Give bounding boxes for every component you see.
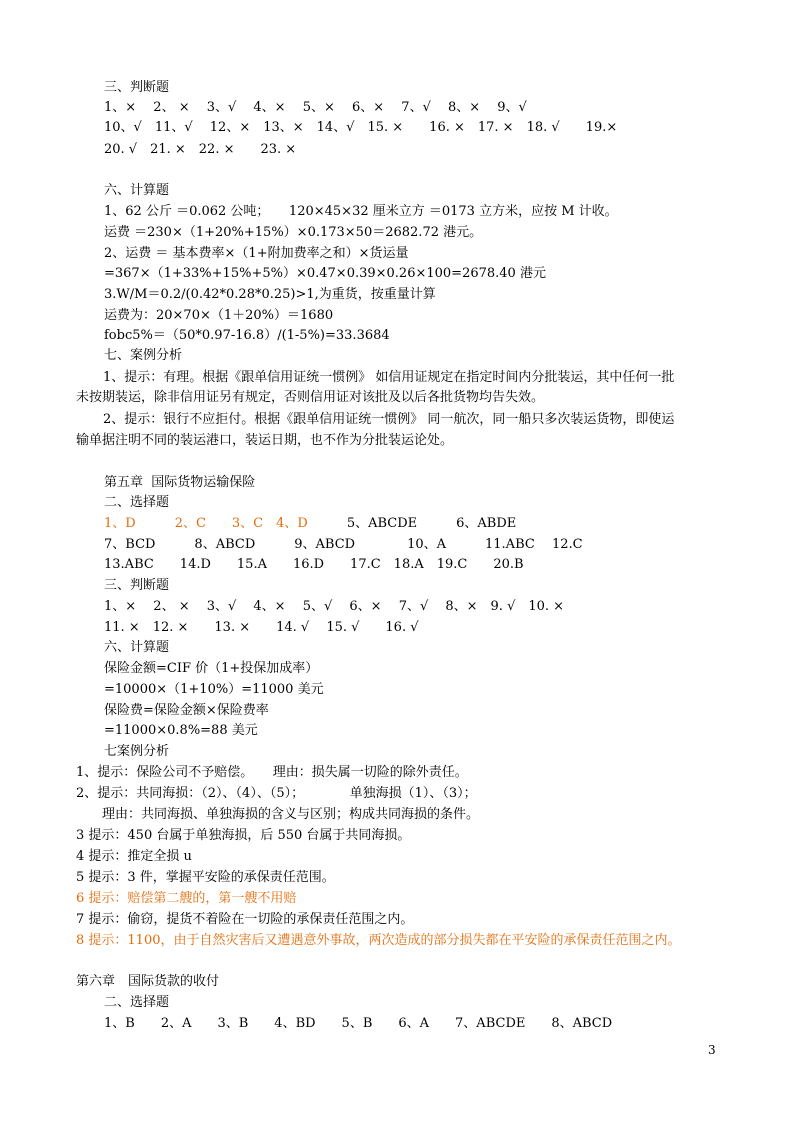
chapter6-choice-line: 1、B 2、A 3、B 4、BD 5、B 6、A 7、ABCDE 8、ABCD [104,1016,613,1031]
chapter5-choice-heading: 二、选择题 [104,495,170,510]
calc-line-5: 3.W/M＝0.2/(0.42*0.28*0.25)>1,为重货，按重量计算 [104,287,436,302]
normal-answers: 5、ABCDE 6、ABDE [320,516,517,531]
chapter5-case-line-5: 4 提示：推定全损 u [76,849,192,864]
calc-heading: 六、计算题 [104,183,170,198]
chapter5-case-heading: 七案例分析 [104,744,170,759]
case-line-4: 输单据注明不同的装运港口，装运日期，也不作为分批装运论处。 [76,433,454,448]
chapter6-choice-heading: 二、选择题 [104,995,170,1010]
chapter5-case-line-7: 6 提示：赔偿第二艘的，第一艘不用赔 [76,891,297,906]
judge-answers-line-3: 20. √ 21. × 22. × 23. × [104,142,297,157]
chapter5-choice-line-1 [104,516,516,532]
judge-answers-line-2: 10、√ 11、√ 12、× 13、× 14、√ 15. × 16. × 17. × 18. √ 19.× [104,120,618,135]
chapter5-title: 第五章 国际货物运输保险 [104,475,256,490]
chapter5-choice-line-2: 7、BCD 8、ABCD 9、ABCD 10、A 11.ABC 12.C [104,537,583,552]
chapter5-choice-line-3: 13.ABC 14.D 15.A 16.D 17.C 18.A 19.C 20.B [104,557,524,572]
chapter5-calc-line-3: 保险费=保险金额×保险费率 [104,703,269,718]
chapter5-judge-heading: 三、判断题 [104,578,170,593]
chapter5-case-line-9: 8 提示：1100，由于自然灾害后又遭遇意外事故，两次造成的部分损失都在平安险的承保责任范围之内。 [76,933,681,948]
chapter5-case-line-4: 3 提示：450 台属于单独海损，后 550 台属于共同海损。 [76,828,411,843]
calc-line-6: 运费为：20×70×（1＋20%）＝1680 [104,308,334,323]
calc-line-7: fobc5%＝（50*0.97-16.8）/(1-5%)=33.3684 [104,328,390,343]
chapter5-case-line-6: 5 提示：3 件，掌握平安险的承保责任范围。 [76,870,335,885]
chapter5-calc-line-1: 保险金额=CIF 价（1+投保加成率） [104,661,319,676]
highlighted-answers: 1、D 2、C 3、C 4、D [104,516,321,531]
chapter5-judge-line-1: 1、× 2、 × 3、√ 4、× 5、√ 6、× 7、√ 8、× 9. √ 10. × [104,599,565,614]
page-number: 3 [708,1043,716,1057]
calc-line-2: 运费 ＝230×（1+20%+15%）×0.173×50＝2682.72 港元。 [104,225,483,240]
calc-line-3: 2、运费 ＝ 基本费率×（1+附加费率之和）×货运量 [104,246,409,261]
chapter5-calc-line-4: =11000×0.8%=88 美元 [104,723,258,738]
calc-line-4: =367×（1+33%+15%+5%）×0.47×0.39×0.26×100=2678.40 港元 [104,266,546,281]
case-heading: 七、案例分析 [104,348,183,363]
judge-heading: 三、判断题 [104,80,170,95]
chapter5-calc-line-2: =10000×（1+10%）=11000 美元 [104,682,324,697]
case-line-3: 2、提示：银行不应拒付。根据《跟单信用证统一惯例》 同一航次，同一船只多次装运货物，即使运 [90,412,675,427]
chapter5-case-line-1: 1、提示：保险公司不予赔偿。 理由：损失属一切险的除外责任。 [76,765,468,780]
case-line-1: 1、提示：有理。根据《跟单信用证统一惯例》 如信用证规定在指定时间内分批装运，其中任何一批 [90,370,675,385]
chapter6-title: 第六章 国际货款的收付 [76,974,220,989]
chapter5-case-line-8: 7 提示：偷窃，提货不着险在一切险的承保责任范围之内。 [76,912,414,927]
judge-answers-line-1: 1、× 2、 × 3、√ 4、× 5、× 6、× 7、√ 8、× 9、√ [104,100,527,115]
chapter5-case-line-3: 理由：共同海损、单独海损的含义与区别；构成共同海损的条件。 [76,807,480,822]
chapter5-calc-heading: 六、计算题 [104,640,170,655]
calc-line-1: 1、62 公斤 ＝0.062 公吨； 120×45×32 厘米立方 ＝0173 立方米，应按 M 计收。 [104,204,618,219]
case-line-2: 未按期装运，除非信用证另有规定，否则信用证对该批及以后各批货物均告失效。 [76,390,545,405]
chapter5-case-line-2: 2、提示：共同海损：（2）、（4）、（5）； 单独海损（1）、（3）； [76,786,477,801]
chapter5-judge-line-2: 11. × 12. × 13. × 14. √ 15. √ 16. √ [104,620,419,635]
